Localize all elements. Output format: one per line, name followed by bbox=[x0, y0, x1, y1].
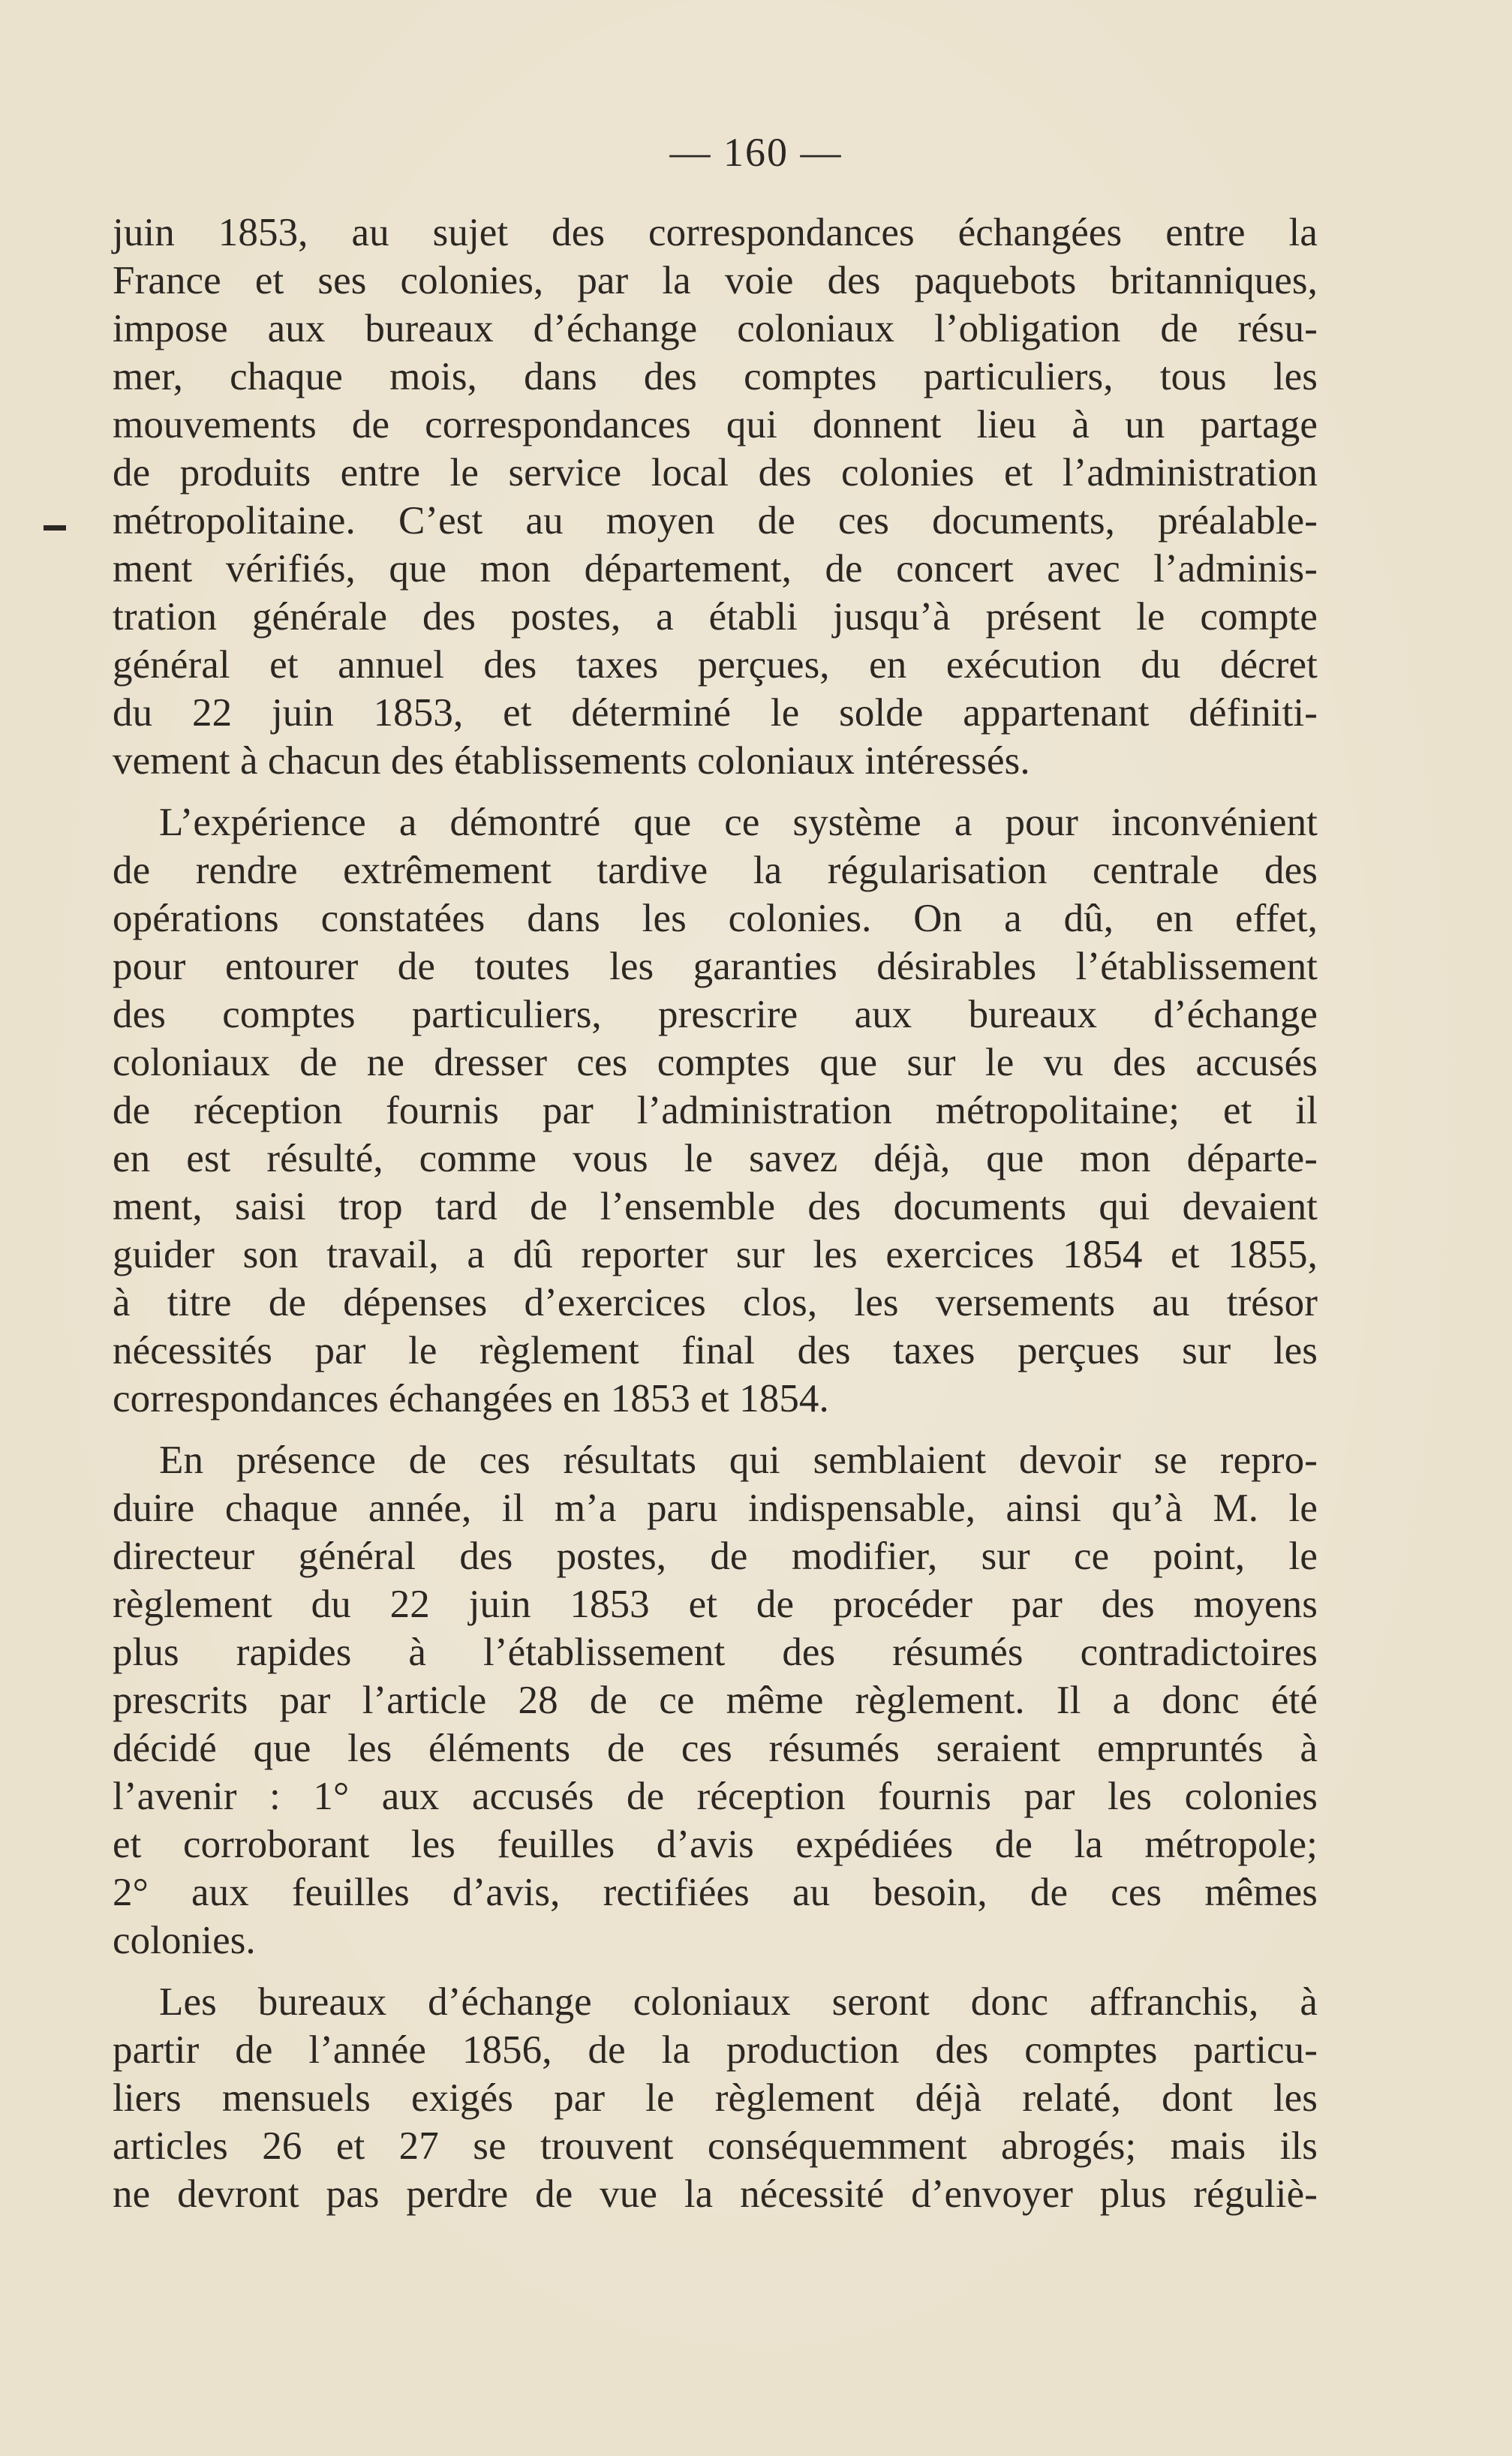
text-line: de réception fournis par l’administration métropolitaine; et il bbox=[113, 1089, 1318, 1132]
text-line: et corroborant les feuilles d’avis expédiées de la métropole; bbox=[113, 1823, 1318, 1866]
text-line: mer, chaque mois, dans des comptes particuliers, tous les bbox=[113, 355, 1318, 398]
page-number: — 160 — bbox=[669, 130, 843, 175]
text-line: à titre de dépenses d’exercices clos, les versements au trésor bbox=[113, 1281, 1318, 1324]
text-line: En présence de ces résultats qui semblaient devoir se repro- bbox=[159, 1438, 1318, 1482]
text-line: décidé que les éléments de ces résumés seraient empruntés à bbox=[113, 1727, 1318, 1770]
text-line: règlement du 22 juin 1853 et de procéder par des moyens bbox=[113, 1583, 1318, 1626]
paragraph bbox=[113, 1978, 1318, 2218]
paragraph bbox=[113, 798, 1318, 1423]
text-line: impose aux bureaux d’échange coloniaux l’obligation de résu- bbox=[113, 307, 1318, 350]
text-line: prescrits par l’article 28 de ce même règlement. Il a donc été bbox=[113, 1679, 1318, 1722]
text-line: mouvements de correspondances qui donnent lieu à un partage bbox=[113, 403, 1318, 446]
text-line: en est résulté, comme vous le savez déjà, que mon départe- bbox=[113, 1137, 1318, 1180]
text-line: France et ses colonies, par la voie des paquebots britanniques, bbox=[113, 259, 1318, 302]
text-line: 2° aux feuilles d’avis, rectifiées au besoin, de ces mêmes bbox=[113, 1871, 1318, 1914]
text-line: métropolitaine. C’est au moyen de ces documents, préalable- bbox=[113, 499, 1318, 543]
paragraph bbox=[113, 1436, 1318, 1964]
text-line: du 22 juin 1853, et déterminé le solde appartenant définiti- bbox=[113, 691, 1318, 735]
text-line: coloniaux de ne dresser ces comptes que sur le vu des accusés bbox=[113, 1041, 1318, 1084]
text-line: l’avenir : 1° aux accusés de réception fournis par les colonies bbox=[113, 1775, 1318, 1818]
paragraph bbox=[113, 209, 1318, 785]
text-line: pour entourer de toutes les garanties désirables l’établissement bbox=[113, 945, 1318, 988]
text-line: ment, saisi trop tard de l’ensemble des documents qui devaient bbox=[113, 1185, 1318, 1228]
text-line: juin 1853, au sujet des correspondances échangées entre la bbox=[113, 211, 1318, 254]
text-line: des comptes particuliers, prescrire aux bureaux d’échange bbox=[113, 993, 1318, 1036]
text-line: partir de l’année 1856, de la production des comptes particu- bbox=[113, 2028, 1318, 2072]
text-line: nécessités par le règlement final des taxes perçues sur les bbox=[113, 1329, 1318, 1372]
text-line: de rendre extrêmement tardive la régularisation centrale des bbox=[113, 849, 1318, 892]
text-line: liers mensuels exigés par le règlement déjà relaté, dont les bbox=[113, 2076, 1318, 2120]
text-line: guider son travail, a dû reporter sur les exercices 1854 et 1855, bbox=[113, 1233, 1318, 1276]
text-line: duire chaque année, il m’a paru indispensable, ainsi qu’à M. le bbox=[113, 1487, 1318, 1530]
body-text bbox=[113, 209, 1318, 2232]
text-line: opérations constatées dans les colonies. On a dû, en effet, bbox=[113, 897, 1318, 940]
text-line: directeur général des postes, de modifier, sur ce point, le bbox=[113, 1535, 1318, 1578]
text-line: plus rapides à l’établissement des résumés contradictoires bbox=[113, 1631, 1318, 1674]
text-line: vement à chacun des établissements coloniaux intéressés. bbox=[113, 739, 1030, 783]
text-line: ne devront pas perdre de vue la nécessité d’envoyer plus réguliè- bbox=[113, 2172, 1318, 2216]
text-line: colonies. bbox=[113, 1919, 256, 1962]
text-line: ment vérifiés, que mon département, de concert avec l’adminis- bbox=[113, 547, 1318, 591]
text-line: L’expérience a démontré que ce système a pour inconvénient bbox=[159, 801, 1318, 844]
text-line: de produits entre le service local des colonies et l’administration bbox=[113, 451, 1318, 495]
margin-dash-mark bbox=[44, 525, 66, 531]
text-line: tration générale des postes, a établi jusqu’à présent le compte bbox=[113, 595, 1318, 639]
text-line: général et annuel des taxes perçues, en exécution du décret bbox=[113, 643, 1318, 687]
text-line: articles 26 et 27 se trouvent conséquemment abrogés; mais ils bbox=[113, 2124, 1318, 2168]
text-line: Les bureaux d’échange coloniaux seront donc affranchis, à bbox=[159, 1980, 1318, 2024]
text-line: correspondances échangées en 1853 et 1854. bbox=[113, 1377, 829, 1420]
